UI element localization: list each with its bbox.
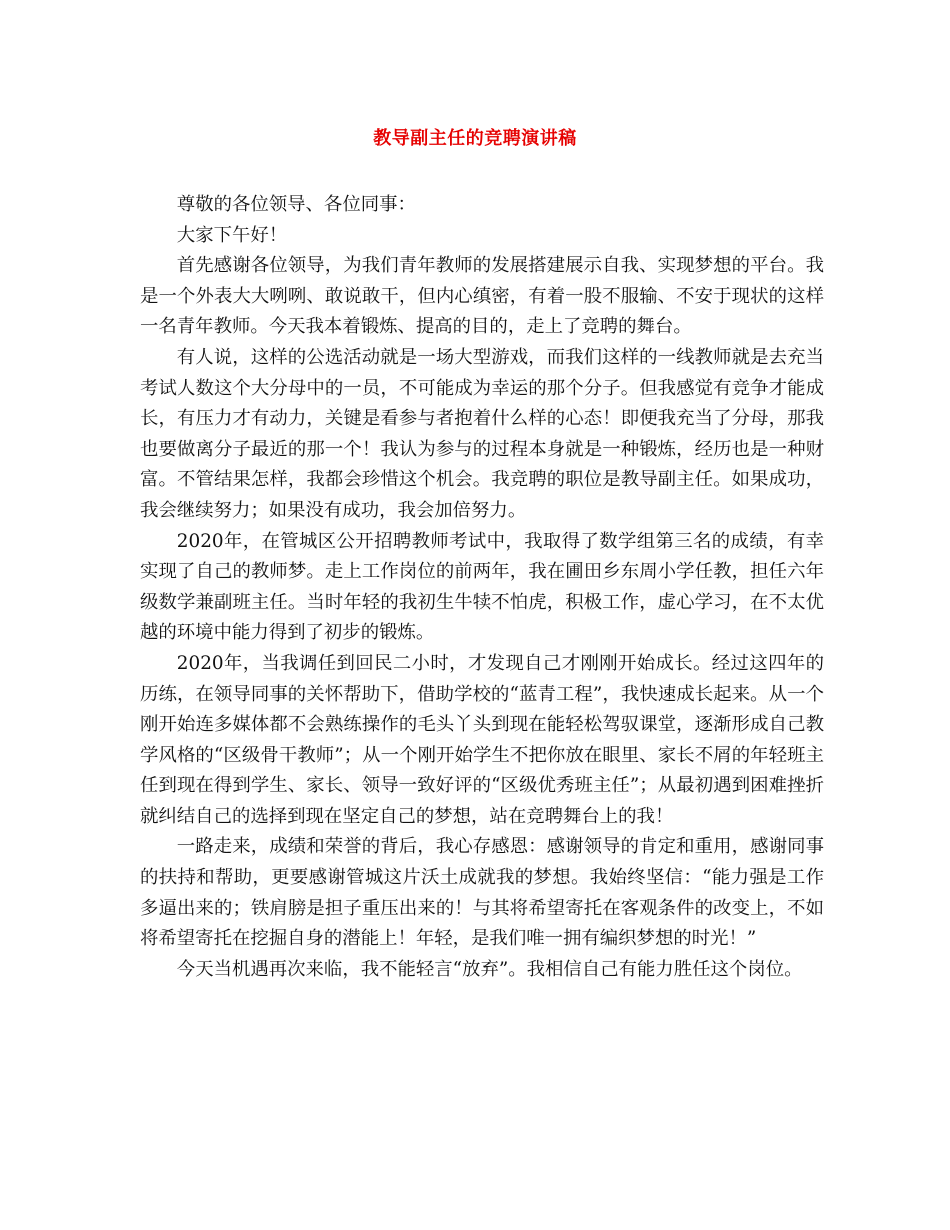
document-body — [140, 190, 824, 985]
salutation-paragraph: 尊敬的各位领导、各位同事： — [176, 194, 416, 215]
body-paragraph: 一路走来，成绩和荣誉的背后，我心存感恩：感谢领导的肯定和重用，感谢同事的扶持和帮助，更要感谢管城这片沃土成就我的梦想。我始终坚信：“能力强是工作多逼出来的；铁肩膀是担子重压出来的！与其将希望寄托在客观条件的改变上，不如将希望寄托在挖掘自身的潜能上！年轻，是我们唯一拥有编织梦想的时光！” — [140, 836, 824, 950]
body-paragraph: 2020年，在管城区公开招聘教师考试中，我取得了数学组第三名的成绩，有幸实现了自己的教师梦。走上工作岗位的前两年，我在圃田乡东周小学任教，担任六年级数学兼副班主任。当时年轻的我初生牛犊不怕虎，积极工作，虚心学习，在不太优越的环境中能力得到了初步的锻炼。 — [140, 530, 824, 644]
greeting-paragraph: 大家下午好！ — [176, 224, 288, 246]
body-paragraph: 有人说，这样的公选活动就是一场大型游戏，而我们这样的一线教师就是去充当考试人数这个大分母中的一员，不可能成为幸运的那个分子。但我感觉有竞争才能成长，有压力才有动力，关键是看参与者抱着什么样的心态！即便我充当了分母，那我也要做离分子最近的那一个！我认为参与的过程本身就是一种锻炼，经历也是一种财富。不管结果怎样，我都会珍惜这个机会。我竞聘的职位是教导副主任。如果成功，我会继续努力；如果没有成功，我会加倍努力。 — [140, 346, 824, 521]
body-paragraph: 2020年，当我调任到回民二小时，才发现自己才刚刚开始成长。经过这四年的历练，在领导同事的关怀帮助下，借助学校的“蓝青工程”，我快速成长起来。从一个刚开始连多媒体都不会熟练操作的毛头丫头到现在能轻松驾驭课堂，逐渐形成自己教学风格的“区级骨干教师”；从一个刚开始学生不把你放在眼里、家长不屑的年轻班主任到现在得到学生、家长、领导一致好评的“区级优秀班主任”；从最初遇到困难挫折就纠结自己的选择到现在坚定自己的梦想，站在竞聘舞台上的我！ — [140, 652, 824, 827]
body-paragraph: 首先感谢各位领导，为我们青年教师的发展搭建展示自我、实现梦想的平台。我是一个外表大大咧咧、敢说敢干，但内心缜密，有着一股不服输、不安于现状的这样一名青年教师。今天我本着锻炼、提高的目的，走上了竞聘的舞台。 — [140, 255, 824, 338]
document-title: 教导副主任的竞聘演讲稿 — [373, 128, 577, 149]
body-paragraph: 今天当机遇再次来临，我不能轻言“放弃”。我相信自己有能力胜任这个岗位。 — [176, 958, 803, 980]
